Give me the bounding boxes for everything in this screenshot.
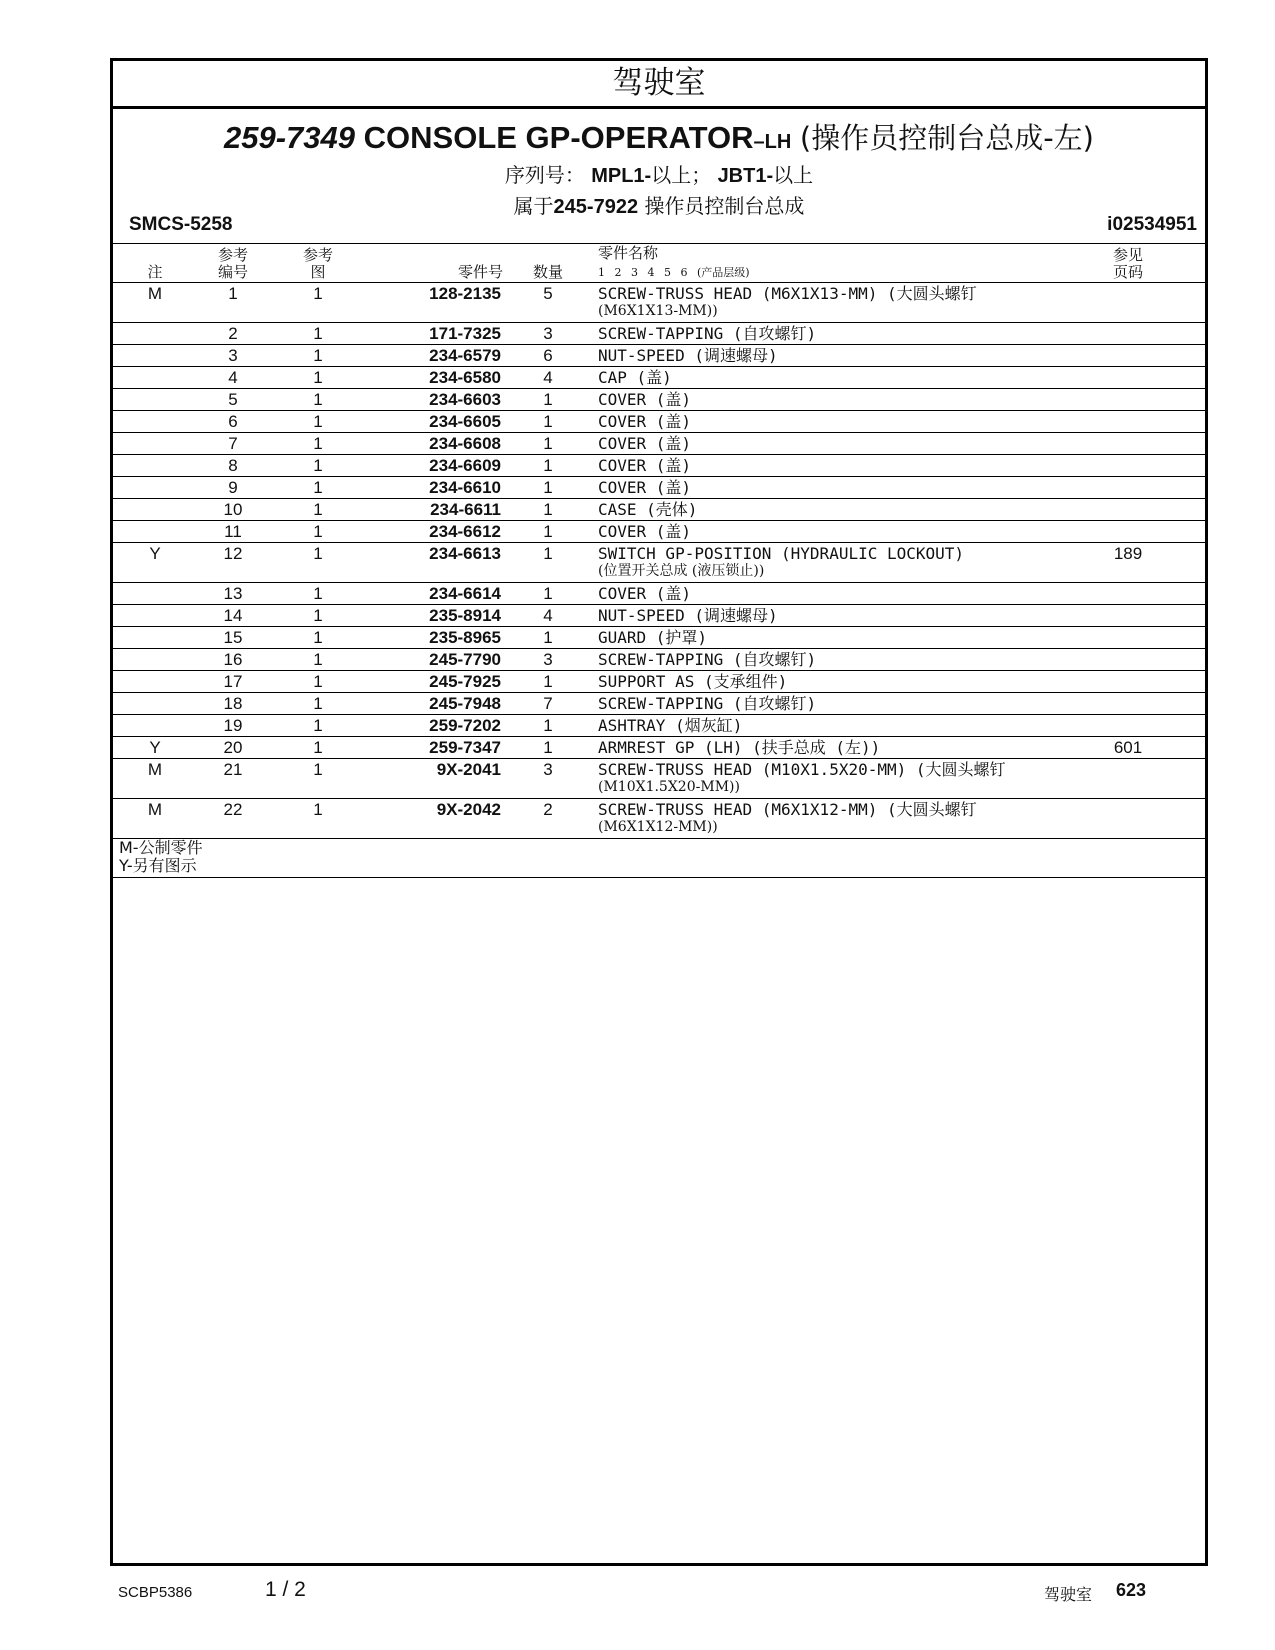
smcs-code: SMCS-5258 [129, 214, 233, 235]
row-ref-number: 10 [223, 500, 243, 519]
table-header [113, 243, 1205, 283]
row-quantity: 1 [543, 628, 553, 647]
serial-2-cn: 以上 [773, 163, 814, 187]
row-part-name: SCREW-TRUSS HEAD (M10X1.5X20-MM) (大圆头螺钉 [598, 760, 1006, 779]
row-quantity: 6 [543, 346, 553, 365]
row-figure: 1 [313, 324, 323, 343]
row-ref-number: 13 [223, 584, 243, 603]
belongs-line [113, 190, 1205, 219]
row-note: Y [149, 738, 161, 757]
legend [113, 839, 1205, 878]
row-ref-number: 2 [228, 324, 238, 343]
row-figure: 1 [313, 412, 323, 431]
row-figure: 1 [313, 456, 323, 475]
row-quantity: 1 [543, 500, 553, 519]
row-part-number: 234-6614 [429, 584, 501, 603]
col-name-top: 零件名称 [598, 244, 659, 262]
row-part-number: 245-7948 [429, 694, 501, 713]
row-quantity: 1 [543, 456, 553, 475]
row-figure: 1 [313, 284, 323, 303]
heading-title [113, 116, 1205, 157]
row-figure: 1 [313, 760, 323, 779]
col-ref-bottom: 编号 [217, 263, 248, 281]
table-row [113, 283, 1205, 323]
heading-name-cn: (操作员控制台总成-左) [799, 121, 1094, 155]
row-part-name: CASE (壳体) [598, 500, 698, 519]
table-row [113, 737, 1205, 759]
serial-2: JBT1- [717, 165, 774, 187]
row-quantity: 2 [543, 800, 553, 819]
row-part-number: 171-7325 [429, 324, 501, 343]
table-row [113, 411, 1205, 433]
row-figure: 1 [313, 544, 323, 563]
serial-1-cn: 以上； [651, 163, 712, 187]
row-figure: 1 [313, 716, 323, 735]
row-ref-number: 1 [228, 284, 238, 303]
row-figure: 1 [313, 650, 323, 669]
row-ref-number: 12 [223, 544, 243, 563]
row-figure: 1 [313, 368, 323, 387]
row-figure: 1 [313, 584, 323, 603]
row-part-number: 234-6611 [430, 500, 501, 519]
row-ref-number: 21 [223, 760, 243, 779]
belongs-label: 属于 [513, 194, 554, 218]
row-part-number: 245-7925 [429, 672, 501, 691]
row-note: M [147, 800, 163, 819]
row-part-number: 235-8965 [429, 628, 501, 647]
row-figure: 1 [313, 694, 323, 713]
row-part-name: NUT-SPEED (调速螺母) [598, 606, 778, 625]
row-part-name: ASHTRAY (烟灰缸) [598, 716, 743, 735]
row-part-name: COVER (盖) [598, 522, 692, 541]
row-figure: 1 [313, 478, 323, 497]
row-figure: 1 [313, 738, 323, 757]
row-part-number: 234-6613 [429, 544, 501, 563]
col-name-levels: 1 2 3 4 5 6 (产品层级) [598, 266, 750, 279]
heading-part-number: 259-7349 [224, 120, 356, 155]
table-row [113, 521, 1205, 543]
row-part-name: COVER (盖) [598, 456, 692, 475]
heading [113, 116, 1205, 219]
row-quantity: 1 [543, 544, 553, 563]
table-row [113, 433, 1205, 455]
table-row [113, 455, 1205, 477]
row-ref-number: 19 [223, 716, 243, 735]
footer-doc-code: SCBP5386 [118, 1584, 193, 1601]
row-figure: 1 [313, 390, 323, 409]
row-ref-number: 18 [223, 694, 243, 713]
row-ref-number: 16 [223, 650, 243, 669]
row-quantity: 1 [543, 390, 553, 409]
footer [0, 1580, 1275, 1610]
footer-page-of: 1 / 2 [265, 1578, 306, 1601]
row-part-number: 235-8914 [429, 606, 501, 625]
row-part-name: SCREW-TAPPING (自攻螺钉) [598, 650, 817, 669]
section-title: 驾驶室 [113, 61, 1205, 109]
row-part-name: CAP (盖) [598, 368, 672, 387]
row-quantity: 1 [543, 716, 553, 735]
row-ref-number: 6 [228, 412, 238, 431]
col-part-number: 零件号 [457, 263, 503, 281]
row-part-number: 234-6579 [429, 346, 501, 365]
row-note: M [147, 284, 163, 303]
table-row [113, 583, 1205, 605]
row-part-name: SUPPORT AS (支承组件) [598, 672, 788, 691]
row-figure: 1 [313, 606, 323, 625]
row-note: M [147, 760, 163, 779]
col-ref-top: 参考 [217, 246, 248, 264]
row-quantity: 1 [543, 584, 553, 603]
row-ref-number: 5 [228, 390, 238, 409]
row-figure: 1 [313, 628, 323, 647]
row-part-name-continued: (M6X1X12-MM)) [598, 819, 718, 835]
row-quantity: 3 [543, 324, 553, 343]
row-part-name-continued: (M10X1.5X20-MM)) [598, 779, 740, 795]
row-ref-number: 7 [228, 434, 238, 453]
col-fig-top: 参考 [302, 246, 333, 264]
table-row [113, 323, 1205, 345]
legend-metric: M-公制零件 [119, 838, 203, 857]
col-page-top: 参见 [1112, 246, 1143, 264]
row-part-name: COVER (盖) [598, 478, 692, 497]
table-body [113, 283, 1205, 839]
row-ref-number: 4 [228, 368, 238, 387]
row-see-page: 601 [1113, 738, 1143, 757]
row-part-name: GUARD (护罩) [598, 628, 708, 647]
row-ref-number: 9 [228, 478, 238, 497]
row-part-number: 259-7202 [429, 716, 501, 735]
row-figure: 1 [313, 800, 323, 819]
row-part-name: SCREW-TRUSS HEAD (M6X1X13-MM) (大圆头螺钉 [598, 284, 977, 303]
table-row [113, 389, 1205, 411]
row-part-number: 234-6612 [429, 522, 501, 541]
row-part-number: 234-6609 [429, 456, 501, 475]
row-part-number: 234-6605 [429, 412, 501, 431]
row-ref-number: 20 [223, 738, 243, 757]
row-part-name: SCREW-TAPPING (自攻螺钉) [598, 324, 817, 343]
table-row [113, 367, 1205, 389]
row-quantity: 1 [543, 478, 553, 497]
illustration-id: i02534951 [1107, 214, 1197, 235]
row-quantity: 5 [543, 284, 553, 303]
row-part-name: SCREW-TAPPING (自攻螺钉) [598, 694, 817, 713]
row-quantity: 4 [543, 606, 553, 625]
row-part-number: 9X-2042 [436, 800, 501, 819]
col-qty: 数量 [532, 263, 563, 281]
row-part-name: COVER (盖) [598, 412, 692, 431]
footer-page-number: 623 [1116, 1580, 1147, 1600]
table-row [113, 345, 1205, 367]
legend-illustrated: Y-另有图示 [119, 856, 197, 875]
table-row [113, 627, 1205, 649]
row-ref-number: 11 [224, 522, 242, 541]
row-part-name-continued: (M6X1X13-MM)) [598, 303, 718, 319]
row-ref-number: 15 [223, 628, 243, 647]
row-part-number: 234-6580 [429, 368, 501, 387]
row-part-name: COVER (盖) [598, 584, 692, 603]
row-part-name: COVER (盖) [598, 434, 692, 453]
page-frame [110, 58, 1208, 1566]
row-quantity: 1 [543, 738, 553, 757]
row-note: Y [149, 544, 161, 563]
row-part-name: ARMREST GP (LH) (扶手总成 (左)) [598, 738, 881, 757]
row-part-name: SCREW-TRUSS HEAD (M6X1X12-MM) (大圆头螺钉 [598, 800, 977, 819]
row-part-number: 234-6610 [429, 478, 501, 497]
row-figure: 1 [313, 346, 323, 365]
heading-name: CONSOLE GP-OPERATOR [363, 120, 754, 155]
heading-suffix: –LH [753, 131, 792, 153]
row-quantity: 1 [543, 672, 553, 691]
table-row [113, 605, 1205, 627]
row-ref-number: 22 [223, 800, 243, 819]
serial-line [113, 159, 1205, 188]
row-figure: 1 [313, 500, 323, 519]
table-row [113, 543, 1205, 583]
row-ref-number: 3 [228, 346, 238, 365]
row-part-name-continued: (位置开关总成 (液压锁止)) [598, 563, 765, 579]
row-quantity: 1 [543, 412, 553, 431]
row-part-number: 259-7347 [429, 738, 501, 757]
row-part-name: NUT-SPEED (调速螺母) [598, 346, 778, 365]
row-part-name: COVER (盖) [598, 390, 692, 409]
row-part-number: 234-6608 [429, 434, 501, 453]
belongs-name: 操作员控制台总成 [644, 194, 805, 218]
col-page-bottom: 页码 [1112, 263, 1143, 281]
table-row [113, 477, 1205, 499]
table-row [113, 799, 1205, 839]
table-row [113, 693, 1205, 715]
row-quantity: 1 [543, 434, 553, 453]
belongs-part: 245-7922 [553, 196, 639, 218]
row-quantity: 3 [543, 760, 553, 779]
row-part-number: 128-2135 [429, 284, 501, 303]
serial-label: 序列号： [504, 163, 585, 187]
table-row [113, 671, 1205, 693]
row-ref-number: 8 [228, 456, 238, 475]
table-row [113, 649, 1205, 671]
row-quantity: 7 [543, 694, 553, 713]
row-quantity: 3 [543, 650, 553, 669]
table-row [113, 715, 1205, 737]
row-part-number: 245-7790 [429, 650, 501, 669]
row-part-name: SWITCH GP-POSITION (HYDRAULIC LOCKOUT) [598, 544, 965, 563]
row-quantity: 1 [543, 522, 553, 541]
row-part-number: 9X-2041 [436, 760, 501, 779]
col-note: 注 [147, 263, 163, 281]
row-figure: 1 [313, 434, 323, 453]
row-part-number: 234-6603 [429, 390, 501, 409]
parts-table [113, 243, 1205, 878]
row-figure: 1 [313, 672, 323, 691]
row-ref-number: 14 [223, 606, 243, 625]
row-quantity: 4 [543, 368, 553, 387]
table-row [113, 499, 1205, 521]
row-see-page: 189 [1113, 544, 1143, 563]
row-ref-number: 17 [223, 672, 243, 691]
serial-1: MPL1- [591, 165, 652, 187]
col-fig-bottom: 图 [310, 263, 326, 281]
row-figure: 1 [313, 522, 323, 541]
table-row [113, 759, 1205, 799]
footer-section: 驾驶室 [1044, 1585, 1093, 1604]
